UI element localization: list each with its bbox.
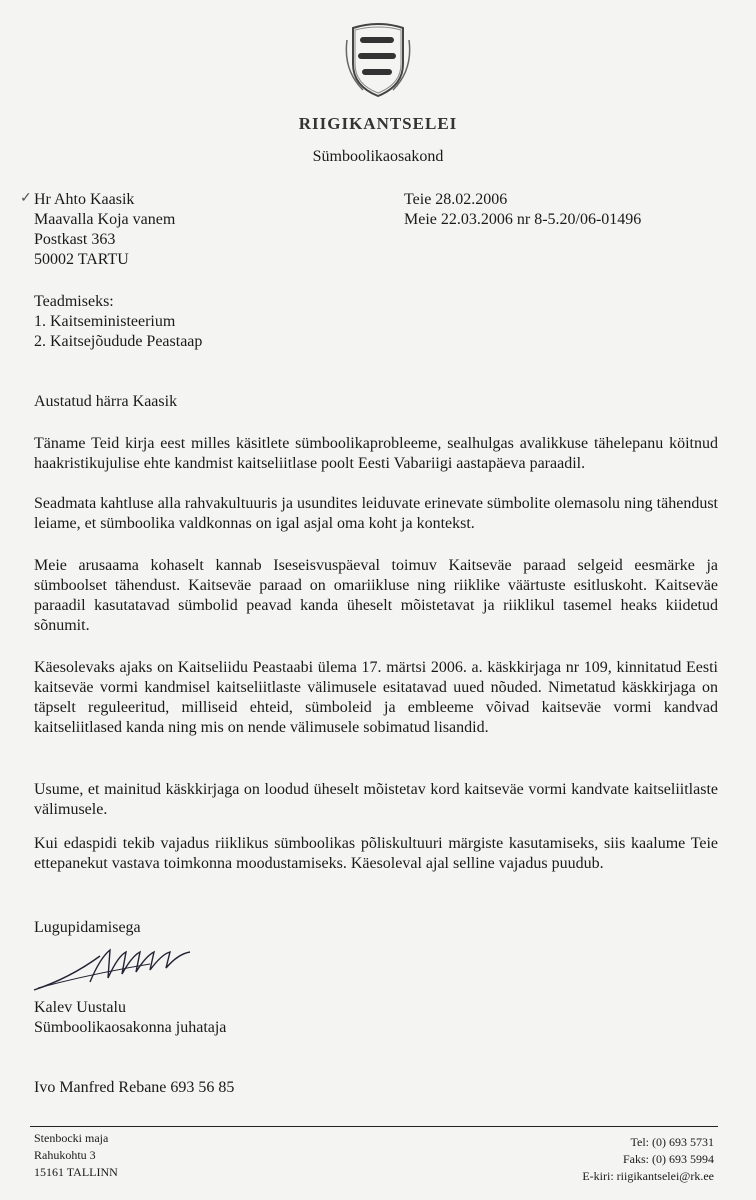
signatory-title: Sümboolikaosakonna juhataja: [34, 1019, 227, 1036]
body-paragraph: Kui edaspidi tekib vajadus riiklikus sümboolikas põliskultuuri märgiste kasutamiseks, siis kaalume Teie ettepanekut vastava toimkonna moodustamiseks. Käesoleval ajal selline vajadus puudub.: [34, 835, 718, 872]
reference-ours: Meie 22.03.2006 nr 8-5.20/06-01496: [404, 211, 642, 228]
footer-address-line: Rahukohtu 3: [34, 1148, 96, 1162]
body-paragraph: Usume, et mainitud käskkirjaga on loodud üheselt mõistetav kord kaitseväe vormi kandvate kaitseliitlaste välimusele.: [34, 781, 718, 818]
contact-person: Ivo Manfred Rebane 693 56 85: [34, 1079, 235, 1096]
body-paragraph: Käesolevaks ajaks on Kaitseliidu Peastaabi ülema 17. märtsi 2006. a. käskkirjaga nr 109, kinnitatud Eesti kaitseväe vormi kandmisel kaitseliitlaste välimusele esitatavad uued nõuded. Nimetatud käskkirjaga on täpselt reguleeritud, milliseid ehteid, sümboleid ja embleeme võivad kaitseväe vormi kandvad kaitseliitlased kanda ning mis on nende välimusele sobimatud lisandid.: [34, 659, 718, 736]
cc-item: 2. Kaitsejõudude Peastaap: [34, 333, 203, 350]
reference-theirs: Teie 28.02.2006: [404, 191, 508, 208]
footer-email: E-kiri: riigikantselei@rk.ee: [582, 1169, 714, 1183]
signatory-name: Kalev Uustalu: [34, 999, 126, 1016]
body-paragraph: Seadmata kahtluse alla rahvakultuuris ja usundites leiduvate erinevate sümbolite olemasolu ning tähendust leiame, et sümboolika valdkonnas on igal asjal oma koht ja kontekst.: [34, 495, 718, 532]
body-paragraph: Meie arusaama kohaselt kannab Iseseisvuspäeval toimuv Kaitseväe paraad selgeid eesmärke ja sümboolset tähendust. Kaitseväe paraad on omariikluse ning riiklike väärtuste esitluskoht. Kaitseväe paraadil kasutatavad sümbolid peavad kanda üheselt mõistetavat ja riiklikul tasemel heaks kiidetud sõnumit.: [34, 557, 718, 634]
greeting: Austatud härra Kaasik: [34, 393, 178, 410]
footer-divider: [30, 1126, 718, 1127]
checkmark-icon: ✓: [20, 191, 32, 206]
footer-address-line: 15161 TALLINN: [34, 1165, 118, 1179]
signature-icon: [30, 938, 200, 998]
footer-phone: Tel: (0) 693 5731: [630, 1135, 714, 1149]
cc-heading: Teadmiseks:: [34, 293, 114, 310]
footer-address-line: Stenbocki maja: [34, 1131, 109, 1145]
recipient-address: Postkast 363: [34, 231, 116, 248]
recipient-name: Hr Ahto Kaasik: [34, 191, 135, 208]
body-paragraph: Täname Teid kirja eest milles käsitlete sümboolikaprobleeme, sealhulgas avalikkuse tähelepanu köitnud haakristikujulise ehte kandmist kaitseliitlase poolt Eesti Vabariigi aastapäeva paraadil.: [34, 435, 718, 472]
closing: Lugupidamisega: [34, 919, 141, 936]
footer-fax: Faks: (0) 693 5994: [623, 1152, 714, 1166]
organization-name: RIIGIKANTSELEI: [298, 114, 458, 133]
recipient-title: Maavalla Koja vanem: [34, 211, 176, 228]
cc-item: 1. Kaitseministeerium: [34, 313, 176, 330]
recipient-city: 50002 TARTU: [34, 251, 129, 268]
department-name: Sümboolikaosakond: [312, 148, 444, 165]
coat-of-arms-icon: [343, 20, 413, 100]
